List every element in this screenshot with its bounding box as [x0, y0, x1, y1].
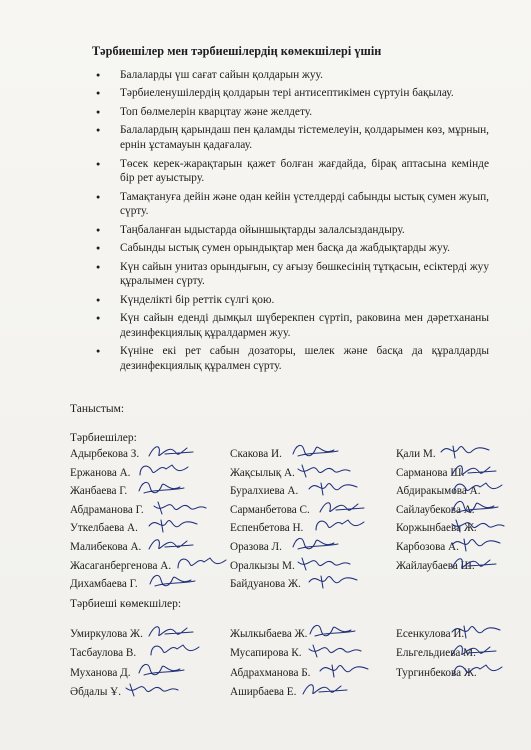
teachers-signature-list	[70, 448, 510, 597]
signatory-name: Сарманова Ш.	[396, 466, 465, 479]
signatory-name: Умиркулова Ж.	[70, 628, 143, 640]
rule-item: ● Төсек керек-жарақтарын қажет болған жағдайда, бірақ аптасына кемінде бір рет ауыстыру.	[94, 157, 489, 186]
signatory-name: Жанбаева Г.	[70, 485, 128, 498]
signature-scribble	[439, 442, 497, 462]
signatory-name: Ельгельдиева М.	[396, 647, 476, 660]
signature-scribble	[147, 516, 205, 536]
signature-row	[70, 560, 510, 579]
signature-scribble	[136, 461, 194, 481]
signatory-name: Еспенбетова Н.	[230, 522, 304, 535]
teachers-heading: Тәрбиешілер:	[70, 432, 137, 444]
signature-scribble	[450, 622, 508, 642]
signature-scribble	[290, 442, 348, 462]
signatory-name: Байдуанова Ж.	[230, 578, 301, 591]
document-title: Тәрбиешілер мен тәрбиешілердің көмекшілері үшін	[92, 44, 382, 58]
rule-item: ● Күніне екі рет сабын дозаторы, шелек және басқа да құралдарды дезинфекциялық құралмен сүрту.	[94, 344, 489, 373]
signature-scribble	[312, 516, 370, 536]
signature-scribble	[301, 680, 359, 700]
acknowledged-label: Таныстым:	[70, 403, 125, 415]
signatory-name: Сарманбетова С.	[230, 503, 310, 516]
signature-scribble	[307, 622, 365, 642]
rule-item: ● Күн сайын унитаз орындығын, су ағызу бөшкесінің тұтқасын, есіктерді жуу құралымен сүрту.	[94, 260, 489, 289]
rules-list	[94, 68, 489, 377]
signatory-name: Абдрахманова Б.	[230, 666, 311, 679]
signatory-name: Скакова И.	[230, 448, 282, 460]
signature-scribble	[318, 661, 376, 681]
signature-scribble	[147, 442, 205, 462]
signatory-name: Жылкыбаева Ж.	[230, 628, 308, 640]
signature-scribble	[450, 535, 508, 555]
rule-item: ● Балаларды үш сағат сайын қолдарын жуу.	[94, 68, 489, 83]
signature-scribble	[147, 641, 205, 661]
signature-scribble	[174, 554, 232, 574]
signature-row	[70, 628, 510, 647]
signatory-name: Ержанова А.	[70, 466, 131, 479]
signatory-name: Оразова Л.	[230, 540, 282, 553]
signatory-name: Тасбаулова В.	[70, 647, 137, 660]
signatory-name: Абдиракымова А.	[396, 485, 481, 498]
signature-scribble	[450, 479, 508, 499]
signatory-name: Тургинбекова Ж.	[396, 666, 477, 679]
signature-scribble	[296, 554, 354, 574]
signature-scribble	[307, 572, 365, 592]
signature-scribble	[136, 661, 194, 681]
signatory-name: Уткелбаева А.	[70, 522, 138, 535]
rule-item: ● Күнделікті бір реттік сүлгі қою.	[94, 293, 489, 308]
signatory-name: Сайлаубекова А.	[396, 503, 475, 516]
signature-scribble	[290, 535, 348, 555]
rule-item: ● Тамақтануға дейін және одан кейін үстелдерді сабынды ыстық сумен жуып, сүрту.	[94, 190, 489, 219]
signatory-name: Қали М.	[396, 448, 436, 460]
signature-row	[70, 541, 510, 560]
signatory-name: Мусапирова К.	[230, 647, 302, 660]
signatory-name: Әбдалы Ұ.	[70, 685, 122, 698]
rule-item: ● Балалардың қарындаш пен қаламды тістемелеуін, қолдарымен көз, мұрнын, ернін ұстамауын қадағалау.	[94, 123, 489, 152]
signature-scribble	[450, 661, 508, 681]
signature-scribble	[124, 680, 182, 700]
signature-scribble	[296, 461, 354, 481]
signatory-name: Буралхиева А.	[230, 485, 299, 498]
signatory-name: Абдраманова Г.	[70, 503, 144, 516]
signature-scribble	[147, 535, 205, 555]
signature-row	[70, 578, 510, 597]
signature-scribble	[307, 479, 365, 499]
signature-row	[70, 504, 510, 523]
rule-item: ● Сабынды ыстық сумен орындықтар мен басқа да жабдықтарды жуу.	[94, 241, 489, 256]
signatory-name: Оралкызы М.	[230, 559, 295, 572]
signatory-name: Жасаганбергенова А.	[70, 559, 172, 572]
signature-scribble	[152, 498, 210, 518]
signature-scribble	[450, 554, 508, 574]
signature-scribble	[450, 516, 508, 536]
signature-row	[70, 485, 510, 504]
signatory-name: Муханова Д.	[70, 666, 131, 679]
signature-scribble	[450, 498, 508, 518]
rule-item: ● Тәрбиеленушілердің қолдарын тері антисептикімен сүртуін бақылау.	[94, 86, 489, 101]
signatory-name: Аширбаева Е.	[230, 685, 297, 698]
rule-item: ● Топ бөлмелерін кварцтау және желдету.	[94, 105, 489, 120]
signature-scribble	[136, 479, 194, 499]
signatory-name: Адырбекова З.	[70, 448, 140, 460]
signature-scribble	[318, 498, 376, 518]
signature-scribble	[307, 641, 365, 661]
rule-item: ● Күн сайын еденді дымқыл шүберекпен сүртіп, раковина мен дәретхананы дезинфекциялық құралдармен жуу.	[94, 311, 489, 340]
signatory-name: Жайлаубаева Ш.	[396, 559, 475, 572]
signature-row	[70, 686, 510, 705]
signature-scribble	[147, 622, 205, 642]
assistants-heading: Тәрбиеші көмекшілер:	[70, 598, 182, 610]
signatory-name: Жақсылық А.	[230, 466, 295, 479]
signatory-name: Карбозова А.	[396, 540, 459, 553]
assistants-signature-list	[70, 628, 510, 705]
signature-scribble	[147, 572, 205, 592]
signature-scribble	[450, 461, 508, 481]
signatory-name: Дихамбаева Г.	[70, 578, 138, 591]
signatory-name: Малибекова А.	[70, 540, 142, 553]
signatory-name: Коржынбаева Ж.	[396, 522, 477, 535]
rule-item: ● Таңбаланған ыдыстарда ойыншықтарды залалсыздандыру.	[94, 223, 489, 238]
signature-scribble	[450, 641, 508, 661]
signatory-name: Есенкулова И.	[396, 628, 465, 640]
